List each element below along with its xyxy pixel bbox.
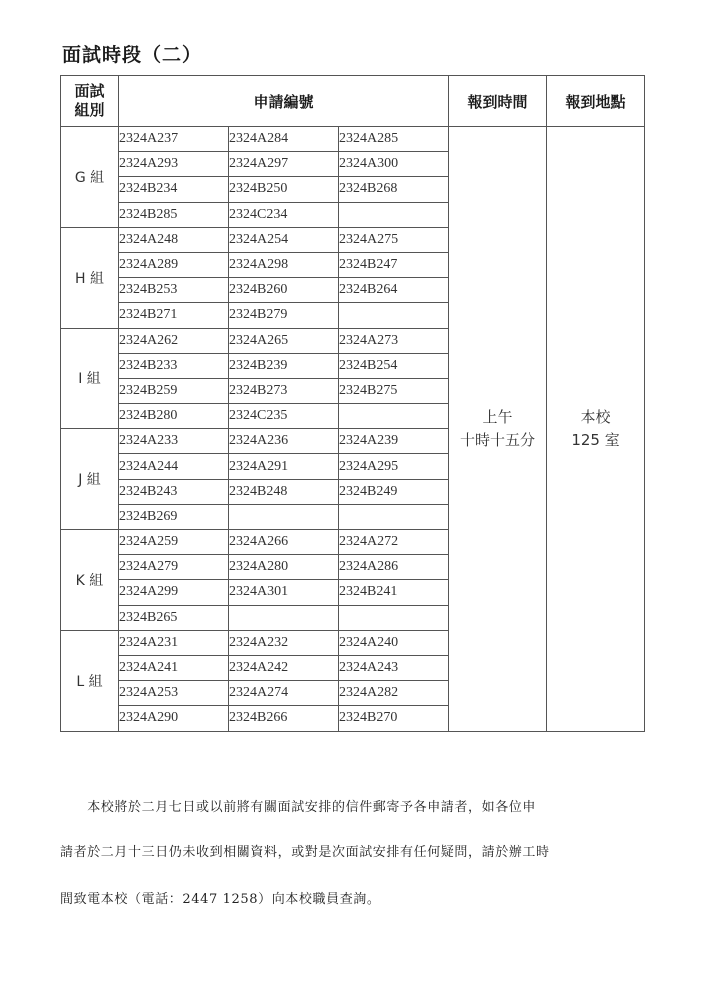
application-number-cell: 2324B264 [339,278,449,303]
group-label: K 組 [61,530,119,631]
application-number-cell: 2324A301 [229,580,339,605]
application-number-cell: 2324B266 [229,706,339,731]
application-number-cell: 2324A265 [229,328,339,353]
interview-schedule-table [60,75,645,732]
application-number-cell: 2324A236 [229,429,339,454]
report-location-cell [547,127,645,732]
application-number-cell: 2324A289 [119,252,229,277]
page-title: 面試時段（二） [62,44,203,66]
report-location-line1: 本校 [580,407,611,426]
application-number-cell: 2324B250 [229,177,339,202]
report-time-cell [449,127,547,732]
application-number-cell: 2324B249 [339,479,449,504]
application-number-cell: 2324A239 [339,429,449,454]
application-number-cell: 2324A248 [119,227,229,252]
application-number-cell: 2324C234 [229,202,339,227]
application-number-cell [339,504,449,529]
application-number-cell: 2324A298 [229,252,339,277]
notice-line-3: 間致電本校（電話：2447 1258）向本校職員查詢。 [60,892,381,907]
application-number-cell [229,605,339,630]
application-number-cell: 2324A231 [119,630,229,655]
application-number-cell: 2324A272 [339,530,449,555]
application-number-cell: 2324A295 [339,454,449,479]
application-number-cell: 2324A266 [229,530,339,555]
application-number-cell: 2324B270 [339,706,449,731]
application-number-cell: 2324A282 [339,681,449,706]
application-number-cell: 2324A284 [229,127,339,152]
application-number-cell: 2324B233 [119,353,229,378]
application-number-cell [229,504,339,529]
notice-line-1: 本校將於二月七日或以前將有關面試安排的信件郵寄予各申請者，如各位申 [60,800,537,815]
application-number-cell: 2324A299 [119,580,229,605]
application-number-cell: 2324A290 [119,706,229,731]
application-number-cell: 2324B259 [119,378,229,403]
application-number-cell: 2324A279 [119,555,229,580]
application-number-cell: 2324B254 [339,353,449,378]
application-number-cell: 2324A300 [339,152,449,177]
group-label: J 組 [61,429,119,530]
report-time-line1: 上午 [482,407,513,426]
report-time-line2: 十時十五分 [460,430,536,449]
application-number-cell: 2324A297 [229,152,339,177]
application-number-cell: 2324B253 [119,278,229,303]
application-number-cell: 2324A244 [119,454,229,479]
application-number-cell [339,404,449,429]
table-row [61,127,645,152]
application-number-cell: 2324B243 [119,479,229,504]
header-report-time: 報到時間 [449,76,547,127]
application-number-cell [339,202,449,227]
application-number-cell: 2324B241 [339,580,449,605]
report-location-line2: 125 室 [571,430,620,449]
application-number-cell: 2324A242 [229,655,339,680]
application-number-cell: 2324A232 [229,630,339,655]
application-number-cell: 2324C235 [229,404,339,429]
application-number-cell: 2324A274 [229,681,339,706]
application-number-cell: 2324B279 [229,303,339,328]
header-group-line2: 組別 [74,101,105,119]
application-number-cell: 2324A291 [229,454,339,479]
group-label: L 組 [61,630,119,731]
group-label: H 組 [61,227,119,328]
application-number-cell: 2324A233 [119,429,229,454]
application-number-cell: 2324B273 [229,378,339,403]
header-group [61,76,119,127]
application-number-cell [339,605,449,630]
application-number-cell: 2324B275 [339,378,449,403]
header-group-line1: 面試 [74,82,105,100]
application-number-cell: 2324A273 [339,328,449,353]
application-number-cell: 2324A259 [119,530,229,555]
application-number-cell: 2324A237 [119,127,229,152]
application-number-cell: 2324B247 [339,252,449,277]
application-number-cell [339,303,449,328]
application-number-cell: 2324B269 [119,504,229,529]
application-number-cell: 2324B280 [119,404,229,429]
application-number-cell: 2324A254 [229,227,339,252]
application-number-cell: 2324A243 [339,655,449,680]
application-number-cell: 2324A285 [339,127,449,152]
application-number-cell: 2324A240 [339,630,449,655]
application-number-cell: 2324B285 [119,202,229,227]
application-number-cell: 2324A275 [339,227,449,252]
application-number-cell: 2324B268 [339,177,449,202]
application-number-cell: 2324A280 [229,555,339,580]
application-number-cell: 2324A253 [119,681,229,706]
group-label: G 組 [61,127,119,228]
table-header-row [61,76,645,127]
application-number-cell: 2324A286 [339,555,449,580]
application-number-cell: 2324B239 [229,353,339,378]
notice-line-2: 請者於二月十三日仍未收到相關資料，或對是次面試安排有任何疑問，請於辦工時 [60,845,550,860]
group-label: I 組 [61,328,119,429]
application-number-cell: 2324A241 [119,655,229,680]
header-report-location: 報到地點 [547,76,645,127]
application-number-cell: 2324A293 [119,152,229,177]
application-number-cell: 2324B271 [119,303,229,328]
application-number-cell: 2324B248 [229,479,339,504]
application-number-cell: 2324A262 [119,328,229,353]
application-number-cell: 2324B234 [119,177,229,202]
application-number-cell: 2324B260 [229,278,339,303]
application-number-cell: 2324B265 [119,605,229,630]
header-application-no: 申請編號 [119,76,449,127]
